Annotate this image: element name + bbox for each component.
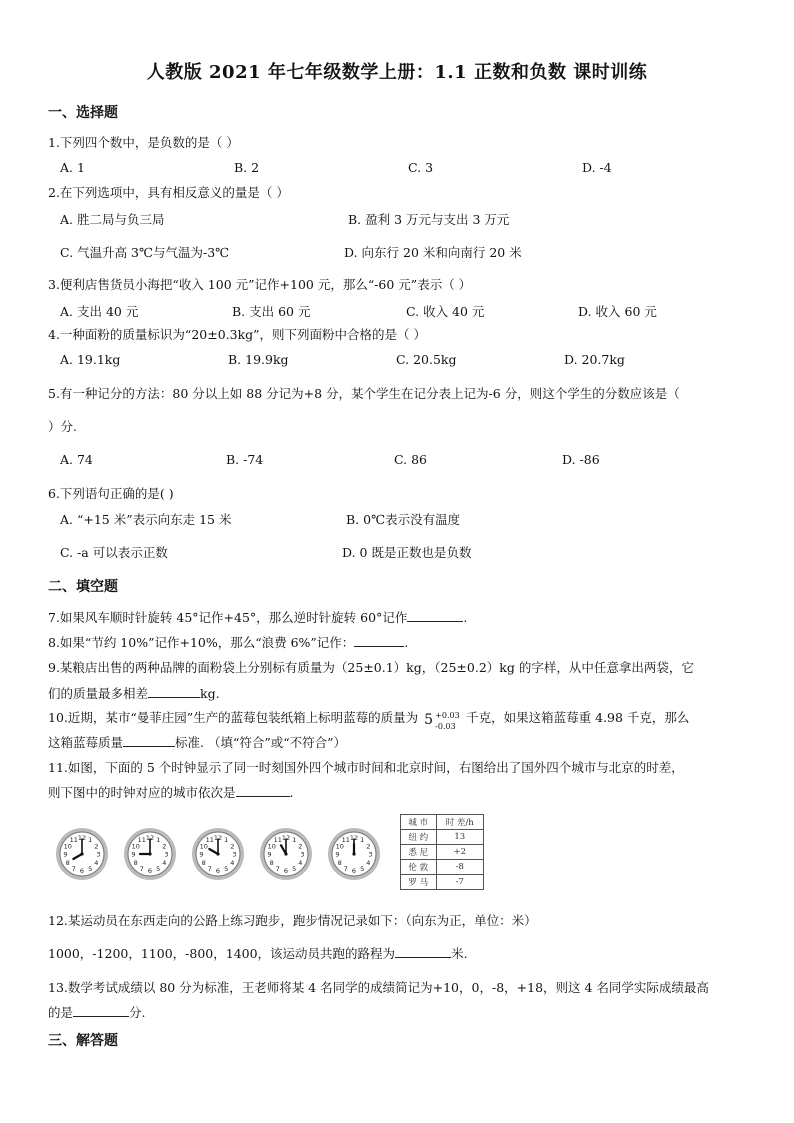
clock-icon-2 [122,826,178,882]
clock-numeral: 7 [71,864,76,873]
answer-blank[interactable] [407,609,463,622]
question-5-option-b: B. -74 [226,452,264,467]
clock-numeral: 7 [275,864,280,873]
clock-numeral: 5 [292,864,297,873]
table-cell-city: 纽 约 [401,830,437,845]
clock-numeral: 12 [213,834,223,842]
question-2-option-a: A. 胜二局与负三局 [60,212,165,227]
table-cell-city: 悉 尼 [401,845,437,860]
question-11-line-2 [48,784,754,802]
page-title: 人教版 2021 年七年级数学上册：1.1 正数和负数 课时训练 [146,62,648,83]
question-12-text: 1000，-1200，1100，-800，1400，该运动员共跑的路程为 [48,946,396,961]
clock-numeral: 1 [292,836,297,845]
question-1-option-b: B. 2 [234,160,260,175]
question-10-text-line-2: 这箱蓝莓质量 [48,735,124,750]
question-10-end: 标准. （填“符合”或“不符合”） [175,735,347,750]
question-5-option-a: A. 74 [60,452,93,467]
question-3-option-b: B. 支出 60 元 [232,304,311,319]
clock-numeral: 6 [283,867,289,875]
clock-icon-5 [326,826,382,882]
clock-numeral: 11 [273,836,282,845]
answer-blank[interactable] [123,734,175,747]
clock-numeral: 2 [230,842,235,851]
question-4-option-d: D. 20.7kg [564,352,625,367]
question-1-option-a: A. 1 [60,160,85,175]
table-header-city: 城 市 [401,815,437,830]
clock-numeral: 6 [79,867,85,875]
section-heading-answer: 三、解答题 [48,1033,118,1049]
question-2-option-b: B. 盈利 3 万元与支出 3 万元 [348,212,510,227]
mass-base-value: 5 [424,711,434,728]
question-5-stem: 5.有一种记分的方法：80 分以上如 88 分记为+8 分，某个学生在记分表上记为-6 分，则这个学生的分数应该是（ [48,386,680,401]
question-7-end: . [463,610,468,625]
question-2-stem: 2.在下列选项中，具有相反意义的量是（ ） [48,185,289,200]
clock-numeral: 5 [360,864,365,873]
clock-numeral: 10 [199,842,208,851]
clock-numeral: 9 [267,850,272,859]
table-row [401,875,484,890]
mass-tolerance-expression [422,710,462,731]
table-row [401,860,484,875]
mass-upper-tolerance: +0.03 [435,710,460,720]
question-3-stem: 3.便利店售货员小海把“收入 100 元”记作+100 元，那么“-60 元”表示（ ） [48,277,472,292]
answer-blank[interactable] [395,945,451,958]
clock-numeral: 1 [88,836,93,845]
clock-numeral: 12 [349,834,359,842]
clock-numeral: 7 [343,864,348,873]
clock-numeral: 10 [63,842,72,851]
question-5-stem-continued: ）分. [48,419,77,434]
clock-numeral: 1 [224,836,229,845]
clock-numeral: 2 [298,842,303,851]
answer-blank[interactable] [236,784,290,797]
question-7 [48,609,754,627]
clock-icon-3 [190,826,246,882]
clock-numeral: 12 [145,834,155,842]
table-cell-diff: +2 [436,845,484,860]
clock-numeral: 11 [205,836,214,845]
answer-blank[interactable] [73,1004,129,1017]
question-6-option-a: A. “+15 米”表示向东走 15 米 [60,512,232,527]
question-13-line-1: 13.数学考试成绩以 80 分为标准，王老师将某 4 名同学的成绩简记为+10，0，-8，+18，则这 4 名同学实际成绩最高 [48,980,709,995]
clock-numeral: 8 [337,858,342,867]
clock-numeral: 4 [366,858,371,867]
clock-numeral: 1 [156,836,161,845]
table-row [401,830,484,845]
table-cell-city: 伦 敦 [401,860,437,875]
question-1-option-c: C. 3 [408,160,434,175]
clock-numeral: 4 [298,858,303,867]
clock-numeral: 9 [131,850,136,859]
clock-numeral: 7 [139,864,144,873]
question-6-option-c: C. -a 可以表示正数 [60,545,168,560]
table-cell-diff: -8 [436,860,484,875]
table-row [401,845,484,860]
question-11-text: 则下图中的时钟对应的城市依次是 [48,785,236,800]
clock-numeral: 9 [335,850,340,859]
question-12-line-2 [48,945,754,963]
question-12-end: 米. [451,946,468,961]
question-13-text: 的是 [48,1005,74,1020]
clock-numeral: 3 [96,850,101,859]
question-1-option-d: D. -4 [582,160,612,175]
clock-numeral: 4 [162,858,167,867]
question-11-line-1: 11.如图，下面的 5 个时钟显示了同一时刻国外四个城市时间和北京时间，右图给出了国外四个城市与北京的时差， [48,760,684,775]
question-11-end: . [289,785,294,800]
clock-numeral: 3 [300,850,305,859]
question-3-option-c: C. 收入 40 元 [406,304,485,319]
question-6-option-d: D. 0 既是正数也是负数 [342,545,472,560]
clock-numeral: 6 [351,867,357,875]
clock-icon-4 [258,826,314,882]
table-header-row [401,815,484,830]
question-8 [48,634,754,652]
clock-numeral: 7 [207,864,212,873]
question-13-end: 分. [129,1005,146,1020]
clock-numeral: 12 [281,834,291,842]
question-8-text: 8.如果“节约 10%”记作+10%，那么“浪费 6%”记作： [48,635,355,650]
question-6-stem: 6.下列语句正确的是( ) [48,486,174,501]
clock-numeral: 6 [215,867,221,875]
clock-numeral: 3 [164,850,169,859]
section-heading-fill: 二、填空题 [48,579,118,595]
answer-blank[interactable] [148,685,200,698]
clock-numeral: 5 [156,864,161,873]
question-4-option-b: B. 19.9kg [228,352,289,367]
clock-numeral: 10 [267,842,276,851]
question-5-option-c: C. 86 [394,452,427,467]
clock-numeral: 10 [131,842,140,851]
clock-numeral: 12 [77,834,87,842]
answer-blank[interactable] [354,634,404,647]
clock-numeral: 4 [230,858,235,867]
question-9-line-1: 9.某粮店出售的两种品牌的面粉袋上分别标有质量为（25±0.1）kg，（25±0.2）kg 的字样，从中任意拿出两袋，它 [48,660,694,675]
clock-numeral: 8 [201,858,206,867]
question-4-option-a: A. 19.1kg [60,352,121,367]
question-10-text-continued: 千克，如果这箱蓝莓重 4.98 千克，那么 [466,710,690,725]
table-cell-city: 罗 马 [401,875,437,890]
clock-numeral: 11 [341,836,350,845]
question-1-stem: 1.下列四个数中，是负数的是（ ） [48,135,239,150]
time-difference-table [400,814,484,890]
question-9-end: kg. [200,686,220,701]
clock-numeral: 10 [335,842,344,851]
clock-numeral: 1 [360,836,365,845]
mass-lower-tolerance: -0.03 [435,721,456,731]
question-10-text: 10.近期，某市“曼菲庄园”生产的蓝莓包装纸箱上标明蓝莓的质量为 [48,710,419,725]
clock-numeral: 4 [94,858,99,867]
clock-numeral: 8 [269,858,274,867]
question-2-option-c: C. 气温升高 3℃与气温为-3℃ [60,245,230,260]
question-12-line-1: 12.某运动员在东西走向的公路上练习跑步，跑步情况记录如下：（向东为正，单位：米） [48,913,537,928]
question-9-text: 们的质量最多相差 [48,686,149,701]
question-10-line-1 [48,709,754,731]
clock-numeral: 2 [94,842,99,851]
question-3-option-d: D. 收入 60 元 [578,304,657,319]
clock-numeral: 11 [137,836,146,845]
question-6-option-b: B. 0℃表示没有温度 [346,512,461,527]
clock-icon-1 [54,826,110,882]
clock-numeral: 5 [88,864,93,873]
clock-numeral: 6 [147,867,153,875]
clock-numeral: 11 [69,836,78,845]
clock-numeral: 3 [368,850,373,859]
table-cell-diff: -7 [436,875,484,890]
clock-numeral: 5 [224,864,229,873]
clock-numeral: 8 [65,858,70,867]
clock-numeral: 2 [162,842,167,851]
clock-numeral: 3 [232,850,237,859]
clock-numeral: 9 [63,850,68,859]
clock-numeral: 8 [133,858,138,867]
question-5-option-d: D. -86 [562,452,600,467]
question-8-end: . [404,635,409,650]
clock-numeral: 2 [366,842,371,851]
question-13-line-2 [48,1004,754,1022]
table-cell-diff: 13 [436,830,484,845]
table-header-diff: 时 差/h [436,815,484,830]
question-9-line-2 [48,685,754,703]
question-4-stem: 4.一种面粉的质量标识为“20±0.3kg”，则下列面粉中合格的是（ ） [48,327,427,342]
section-heading-choice: 一、选择题 [48,105,118,121]
question-10-line-2 [48,734,754,752]
question-3-option-a: A. 支出 40 元 [60,304,139,319]
question-7-text: 7.如果风车顺时针旋转 45°记作+45°，那么逆时针旋转 60°记作 [48,610,408,625]
clock-numeral: 9 [199,850,204,859]
question-2-option-d: D. 向东行 20 米和向南行 20 米 [344,245,522,260]
question-4-option-c: C. 20.5kg [396,352,457,367]
